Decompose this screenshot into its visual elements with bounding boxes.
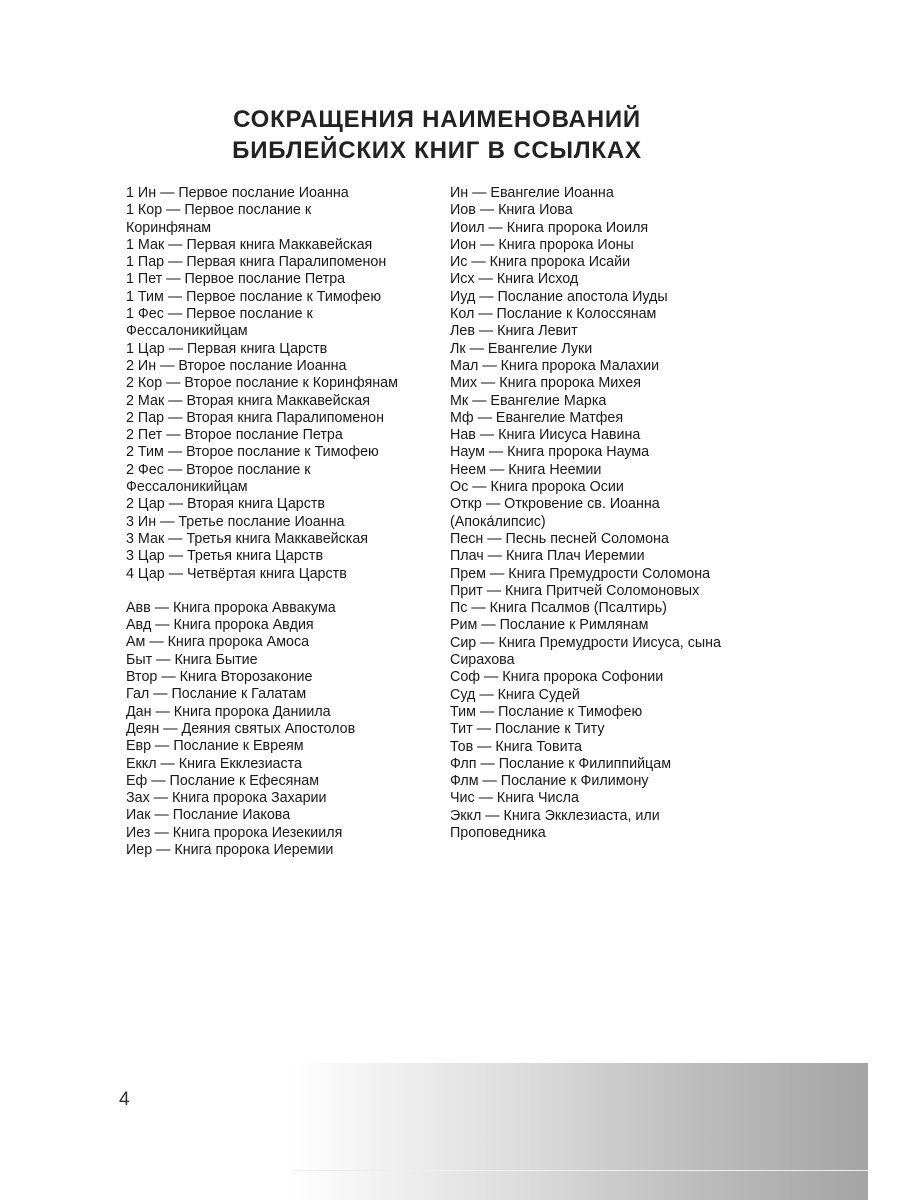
right-abbreviation-column: [450, 185, 755, 842]
page-title: [0, 104, 874, 166]
abbreviation-entry: Плач — Книга Плач Иеремии: [450, 548, 645, 565]
abbreviation-entry: 3 Ин — Третье послание Иоанна: [126, 513, 345, 530]
abbreviation-entry: Ион — Книга пророка Ионы: [450, 236, 634, 253]
numbered-books-list: [126, 185, 431, 583]
abbreviation-entry: Неем — Книга Неемии: [450, 461, 602, 478]
footer-gradient-band: [292, 1063, 868, 1200]
abbreviation-entry: 2 Тим — Второе послание к Тимофею: [126, 444, 379, 461]
abbreviation-entry: Песн — Песнь песней Соломона: [450, 530, 669, 547]
abbreviation-entry: 3 Цар — Третья книга Царств: [126, 548, 324, 565]
abbreviation-entry: Прит — Книга Притчей Соломоновых: [450, 582, 700, 599]
abbreviation-entry: Тим — Послание к Тимофею: [450, 703, 643, 720]
abbreviation-entry: 1 Цар — Первая книга Царств: [126, 340, 328, 357]
abbreviation-entry: Иоил — Книга пророка Иоиля: [450, 219, 649, 236]
abbreviation-entry: Ис — Книга пророка Исайи: [450, 254, 631, 271]
abbreviation-entry: 1 Ин — Первое послание Иоанна: [126, 185, 349, 201]
abbreviation-entry: Флм — Послание к Филимону: [450, 773, 649, 790]
abbreviation-entry: Фессалоникийцам: [126, 479, 248, 496]
abbreviation-entry: Гал — Послание к Галатам: [126, 686, 307, 703]
abbreviation-entry: Еккл — Книга Екклезиаста: [126, 755, 302, 772]
abbreviation-entry: 2 Кор — Второе послание к Коринфянам: [126, 375, 398, 392]
abbreviation-entry: 2 Цар — Вторая книга Царств: [126, 496, 326, 513]
abbreviation-entry: Рим — Послание к Римлянам: [450, 617, 649, 634]
list-group-spacer: [126, 583, 431, 600]
abbreviation-entry: Проповедника: [450, 824, 546, 841]
abbreviation-entry: 2 Ин — Второе послание Иоанна: [126, 357, 347, 374]
abbreviation-entry: 2 Мак — Вторая книга Маккавейская: [126, 392, 370, 409]
abbreviation-entry: 2 Пар — Вторая книга Паралипоменон: [126, 409, 384, 426]
abbreviation-entry: Нав — Книга Иисуса Навина: [450, 427, 641, 444]
abbreviation-entry: Чис — Книга Числа: [450, 790, 579, 807]
page-number: 4: [119, 1089, 130, 1110]
page-title-line-1: СОКРАЩЕНИЯ НАИМЕНОВАНИЙ: [233, 106, 641, 133]
abbreviation-entry: Пс — Книга Псалмов (Псалтирь): [450, 600, 667, 617]
abbreviation-entry: Ин — Евангелие Иоанна: [450, 185, 614, 201]
abbreviation-entry: 4 Цар — Четвёртая книга Царств: [126, 565, 347, 582]
abbreviation-entry: 1 Мак — Первая книга Маккавейская: [126, 236, 373, 253]
abbreviation-entry: Наум — Книга пророка Наума: [450, 444, 650, 461]
abbreviation-entry: Флп — Послание к Филиппийцам: [450, 755, 672, 772]
abbreviation-entry: Исх — Книга Исход: [450, 271, 579, 288]
abbreviation-entry: Дан — Книга пророка Даниила: [126, 703, 331, 720]
abbreviation-entry: Мк — Евангелие Марка: [450, 392, 607, 409]
footer-divider: [292, 1170, 868, 1171]
abbreviation-entry: Сир — Книга Премудрости Иисуса, сына: [450, 634, 721, 651]
abbreviation-entry: Иер — Книга пророка Иеремии: [126, 841, 334, 858]
abbreviation-entry: Откр — Откровение св. Иоанна: [450, 496, 660, 513]
abbreviation-entry: Коринфянам: [126, 219, 212, 236]
abbreviation-entry: Лк — Евангелие Луки: [450, 340, 593, 357]
abbreviation-entry: Тов — Книга Товита: [450, 738, 582, 755]
abbreviation-entry: 2 Пет — Второе послание Петра: [126, 427, 343, 444]
abbreviation-entry: Ам — Книга пророка Амоса: [126, 634, 310, 651]
abbreviation-entry: Иуд — Послание апостола Иуды: [450, 288, 668, 305]
abbreviation-entry: 1 Пет — Первое послание Петра: [126, 271, 346, 288]
abbreviation-entry: Соф — Книга пророка Софонии: [450, 669, 664, 686]
abbreviation-entry: Втор — Книга Второзаконие: [126, 669, 313, 686]
abbreviation-entry: 1 Кор — Первое послание к: [126, 202, 312, 219]
abbreviation-entry: Ос — Книга пророка Осии: [450, 479, 624, 496]
alphabetical-books-list-a-i: [126, 600, 431, 859]
abbreviation-entry: Зах — Книга пророка Захарии: [126, 790, 327, 807]
abbreviation-entry: Евр — Послание к Евреям: [126, 738, 304, 755]
abbreviation-entry: Тит — Послание к Титу: [450, 721, 605, 738]
abbreviation-entry: Кол — Послание к Колоссянам: [450, 306, 657, 323]
page-title-line-2: БИБЛЕЙСКИХ КНИГ В ССЫЛКАХ: [232, 137, 642, 164]
abbreviation-entry: Иов — Книга Иова: [450, 202, 573, 219]
abbreviation-entry: Авд — Книга пророка Авдия: [126, 617, 314, 634]
abbreviation-entry: Прем — Книга Премудрости Соломона: [450, 565, 711, 582]
abbreviation-entry: 2 Фес — Второе послание к: [126, 461, 311, 478]
abbreviation-entry: Быт — Книга Бытие: [126, 651, 258, 668]
abbreviation-entry: Мих — Книга пророка Михея: [450, 375, 641, 392]
abbreviation-entry: 3 Мак — Третья книга Маккавейская: [126, 530, 369, 547]
abbreviation-entry: Иак — Послание Иакова: [126, 807, 291, 824]
abbreviation-entry: Еф — Послание к Ефесянам: [126, 772, 320, 789]
abbreviation-entry: Авв — Книга пророка Аввакума: [126, 599, 336, 616]
abbreviation-entry: Деян — Деяния святых Апостолов: [126, 720, 356, 737]
abbreviation-entry: Иез — Книга пророка Иезекииля: [126, 824, 343, 841]
abbreviation-entry: Фессалоникийцам: [126, 323, 248, 340]
abbreviation-entry: Лев — Книга Левит: [450, 323, 578, 340]
abbreviation-entry: 1 Тим — Первое послание к Тимофею: [126, 288, 382, 305]
abbreviation-entry: Суд — Книга Судей: [450, 686, 580, 703]
abbreviation-entry: Сирахова: [450, 652, 515, 669]
abbreviation-entry: (Апока́липсис): [450, 513, 546, 530]
abbreviation-entry: Эккл — Книга Экклезиаста, или: [450, 807, 660, 824]
abbreviation-entry: 1 Пар — Первая книга Паралипоменон: [126, 254, 387, 271]
abbreviation-entry: Мал — Книга пророка Малахии: [450, 357, 660, 374]
abbreviation-entry: 1 Фес — Первое послание к: [126, 306, 313, 323]
abbreviation-entry: Мф — Евангелие Матфея: [450, 409, 624, 426]
left-abbreviation-column: [126, 185, 431, 859]
